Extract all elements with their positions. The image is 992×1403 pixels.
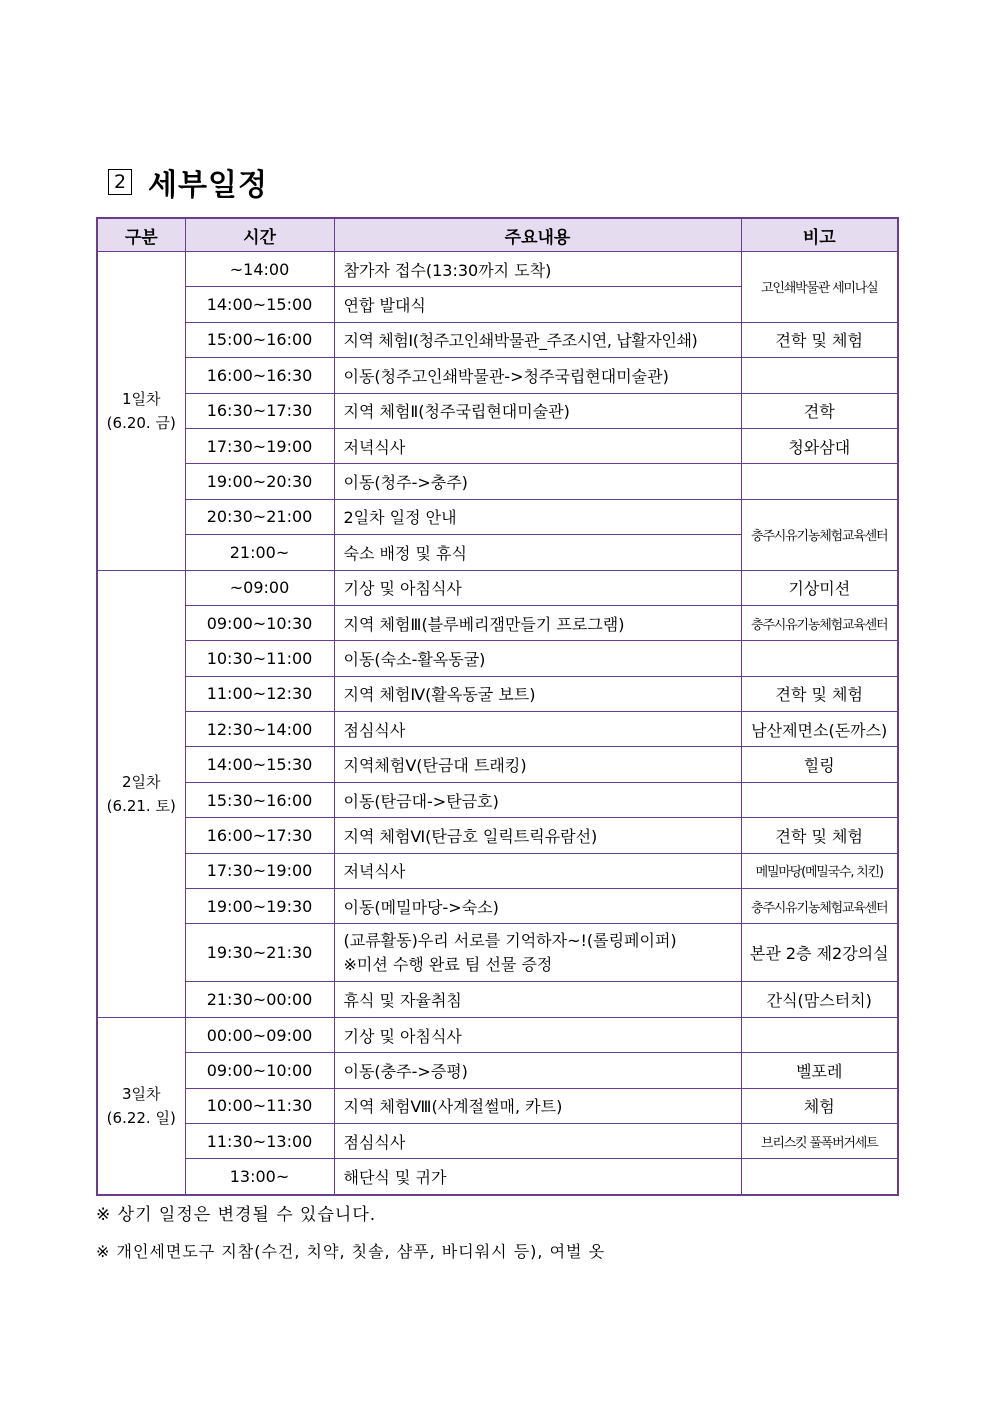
note-cell	[741, 1017, 898, 1052]
content-cell: 기상 및 아침식사	[334, 570, 741, 605]
note-cell: 청와삼대	[741, 428, 898, 463]
table-row	[97, 1017, 898, 1052]
footnote: ※ 상기 일정은 변경될 수 있습니다.	[96, 1205, 377, 1225]
note-cell: 견학	[741, 393, 898, 428]
note-cell: 본관 2층 제2강의실	[741, 924, 898, 982]
table-row	[97, 641, 898, 676]
day-date: (6.20. 금)	[106, 413, 176, 432]
day-label: 1일차	[121, 389, 161, 408]
time-cell: 10:30~11:00	[185, 641, 334, 676]
note-cell: 견학 및 체험	[741, 676, 898, 711]
time-cell: 11:00~12:30	[185, 676, 334, 711]
time-cell: 19:00~19:30	[185, 889, 334, 924]
content-cell: 지역 체험Ⅰ(청주고인쇄박물관_주조시연, 납활자인쇄)	[334, 322, 741, 357]
time-cell: 16:00~16:30	[185, 358, 334, 393]
content-cell: 지역 체험Ⅱ(청주국립현대미술관)	[334, 393, 741, 428]
table-row	[97, 747, 898, 782]
table-row	[97, 1053, 898, 1088]
content-cell: 기상 및 아침식사	[334, 1017, 741, 1052]
content-cell: 이동(청주->충주)	[334, 464, 741, 499]
content-cell: 2일차 일정 안내	[334, 499, 741, 534]
content-cell: 지역 체험Ⅵ(탄금호 일릭트릭유람선)	[334, 818, 741, 853]
schedule-table	[96, 217, 899, 1196]
table-row	[97, 924, 898, 982]
content-cell: 지역 체험Ⅲ(블루베리잼만들기 프로그램)	[334, 605, 741, 640]
table-row	[97, 428, 898, 463]
table-row	[97, 358, 898, 393]
time-cell: 00:00~09:00	[185, 1017, 334, 1052]
content-cell: 숙소 배정 및 휴식	[334, 535, 741, 570]
note-cell: 체험	[741, 1088, 898, 1123]
content-cell	[334, 924, 741, 982]
note-cell: 메밀마당(메밀국수, 치킨)	[741, 853, 898, 888]
content-cell: 이동(숙소-활옥동굴)	[334, 641, 741, 676]
note-cell	[741, 641, 898, 676]
content-cell: 이동(메밀마당->숙소)	[334, 889, 741, 924]
table-row	[97, 464, 898, 499]
note-cell	[741, 782, 898, 817]
note-cell	[741, 464, 898, 499]
table-row	[97, 252, 898, 287]
header-content: 주요내용	[334, 218, 741, 252]
table-row	[97, 853, 898, 888]
content-cell: 참가자 접수(13:30까지 도착)	[334, 252, 741, 287]
day-date: (6.22. 일)	[106, 1108, 176, 1127]
footnotes	[96, 1200, 605, 1262]
table-row	[97, 782, 898, 817]
day-label: 3일차	[121, 1084, 161, 1103]
time-cell: 16:00~17:30	[185, 818, 334, 853]
time-cell: 09:00~10:30	[185, 605, 334, 640]
time-cell: 10:00~11:30	[185, 1088, 334, 1123]
note-cell: 힐링	[741, 747, 898, 782]
time-cell: ~09:00	[185, 570, 334, 605]
time-cell: ~14:00	[185, 252, 334, 287]
note-cell	[741, 1159, 898, 1195]
content-cell: 연합 발대식	[334, 287, 741, 322]
time-cell: 16:30~17:30	[185, 393, 334, 428]
content-cell: 휴식 및 자율취침	[334, 982, 741, 1017]
note-cell: 충주시유기농체험교육센터	[741, 605, 898, 640]
content-cell: 이동(탄금대->탄금호)	[334, 782, 741, 817]
section-number: 2	[108, 169, 132, 195]
content-cell: 해단식 및 귀가	[334, 1159, 741, 1195]
table-row	[97, 1088, 898, 1123]
note-cell	[741, 358, 898, 393]
time-cell: 15:30~16:00	[185, 782, 334, 817]
time-cell: 19:30~21:30	[185, 924, 334, 982]
note-cell: 벨포레	[741, 1053, 898, 1088]
table-row	[97, 1159, 898, 1195]
table-header-row	[97, 218, 898, 252]
table-row	[97, 676, 898, 711]
day-date: (6.21. 토)	[106, 796, 176, 815]
table-row	[97, 1123, 898, 1158]
note-cell: 간식(맘스터치)	[741, 982, 898, 1017]
note-cell: 견학 및 체험	[741, 322, 898, 357]
note-cell: 충주시유기농체험교육센터	[741, 499, 898, 570]
content-cell: 점심식사	[334, 712, 741, 747]
table-row	[97, 889, 898, 924]
time-cell: 20:30~21:00	[185, 499, 334, 534]
time-cell: 12:30~14:00	[185, 712, 334, 747]
table-row	[97, 605, 898, 640]
content-cell: 이동(충주->증평)	[334, 1053, 741, 1088]
header-note: 비고	[741, 218, 898, 252]
time-cell: 11:30~13:00	[185, 1123, 334, 1158]
note-cell: 기상미션	[741, 570, 898, 605]
table-row	[97, 982, 898, 1017]
note-cell: 충주시유기농체험교육센터	[741, 889, 898, 924]
table-row	[97, 322, 898, 357]
table-row	[97, 712, 898, 747]
time-cell: 09:00~10:00	[185, 1053, 334, 1088]
table-row	[97, 818, 898, 853]
note-cell: 브리스킷 풀폭버거세트	[741, 1123, 898, 1158]
time-cell: 15:00~16:00	[185, 322, 334, 357]
footnote: ※ 개인세면도구 지참(수건, 치약, 칫솔, 샴푸, 바디워시 등), 여벌 옷	[96, 1242, 606, 1261]
content-cell: 지역 체험Ⅳ(활옥동굴 보트)	[334, 676, 741, 711]
content-cell: 점심식사	[334, 1123, 741, 1158]
time-cell: 21:00~	[185, 535, 334, 570]
table-row	[97, 570, 898, 605]
section-title: 세부일정	[148, 168, 268, 203]
day-cell	[97, 1017, 185, 1194]
section-heading	[108, 160, 268, 204]
time-cell: 17:30~19:00	[185, 853, 334, 888]
content-cell: 저녁식사	[334, 428, 741, 463]
time-cell: 17:30~19:00	[185, 428, 334, 463]
header-time: 시간	[185, 218, 334, 252]
content-line-2: ※미션 수행 완료 팀 선물 증정	[343, 954, 553, 974]
content-cell: 지역체험Ⅴ(탄금대 트래킹)	[334, 747, 741, 782]
table-row	[97, 499, 898, 534]
time-cell: 19:00~20:30	[185, 464, 334, 499]
time-cell: 21:30~00:00	[185, 982, 334, 1017]
content-cell: 지역 체험Ⅷ(사계절썰매, 카트)	[334, 1088, 741, 1123]
day-cell	[97, 252, 185, 571]
time-cell: 13:00~	[185, 1159, 334, 1195]
content-cell: 저녁식사	[334, 853, 741, 888]
note-cell: 고인쇄박물관 세미나실	[741, 252, 898, 323]
time-cell: 14:00~15:30	[185, 747, 334, 782]
header-category: 구분	[97, 218, 185, 252]
content-line: (교류활동)우리 서로를 기억하자~!(롤링페이퍼)	[343, 930, 677, 950]
table-row	[97, 393, 898, 428]
day-cell	[97, 570, 185, 1017]
note-cell: 남산제면소(돈까스)	[741, 712, 898, 747]
note-cell: 견학 및 체험	[741, 818, 898, 853]
time-cell: 14:00~15:00	[185, 287, 334, 322]
day-label: 2일차	[121, 772, 161, 791]
content-cell: 이동(청주고인쇄박물관->청주국립현대미술관)	[334, 358, 741, 393]
